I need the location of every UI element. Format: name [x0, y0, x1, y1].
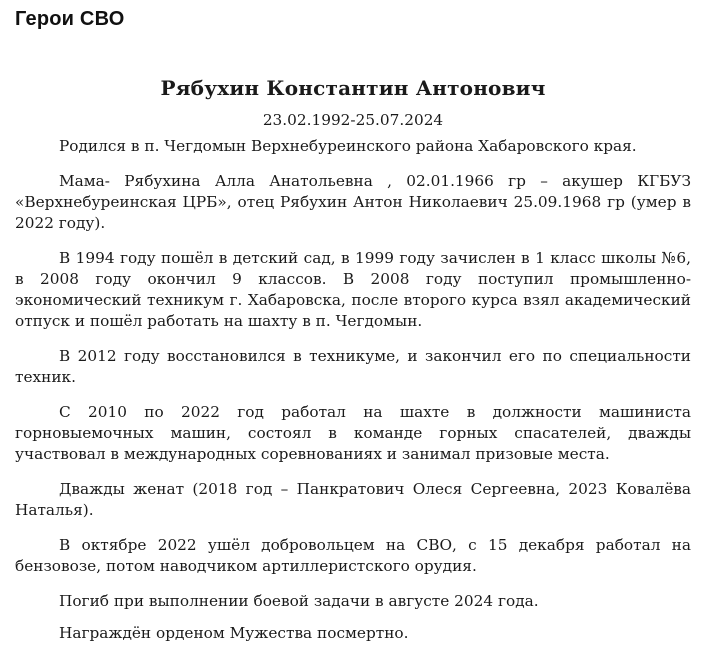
- paragraph-death: Погиб при выполнении боевой задачи в августе 2024 года.: [59, 592, 539, 610]
- paragraph-mine-work: С 2010 по 2022 год работал на шахте в должности машиниста горновыемочных машин, состоял в команде горных спасателей, дважды участвовал в международных соревнованиях и занимал призовые места.: [15, 403, 691, 463]
- paragraph-marriage: Дважды женат (2018 год – Панкратович Олеся Сергеевна, 2023 Ковалёва Наталья).: [15, 480, 691, 519]
- document-body: [15, 74, 691, 655]
- paragraph-birthplace: Родился в п. Чегдомын Верхнебуреинского района Хабаровского края.: [59, 137, 637, 155]
- header-title: Герои СВО: [15, 8, 125, 30]
- paragraph-education: В 1994 году пошёл в детский сад, в 1999 году зачислен в 1 класс школы №6, в 2008 году окончил 9 классов. В 2008 году поступил промышленно-экономический техникум г. Хабаровска, после второго курса взял академический отпуск и пошёл работать на шахту в п. Чегдомын.: [15, 249, 691, 330]
- paragraph-technical-school: В 2012 году восстановился в техникуме, и закончил его по специальности техник.: [15, 347, 691, 386]
- paragraph-parents: Мама- Рябухина Алла Анатольевна , 02.01.1966 гр – акушер КГБУЗ «Верхнебуреинская ЦРБ», отец Рябухин Антон Николаевич 25.09.1968 гр (умер в 2022 году).: [15, 172, 691, 232]
- paragraph-award: Награждён орденом Мужества посмертно.: [59, 624, 409, 642]
- person-name: Рябухин Константин Антонович: [160, 76, 546, 100]
- life-dates: 23.02.1992-25.07.2024: [262, 111, 444, 129]
- paragraph-volunteer: В октябре 2022 ушёл добровольцем на СВО, с 15 декабря работал на бензовозе, потом наводчиком артиллеристского орудия.: [15, 536, 691, 575]
